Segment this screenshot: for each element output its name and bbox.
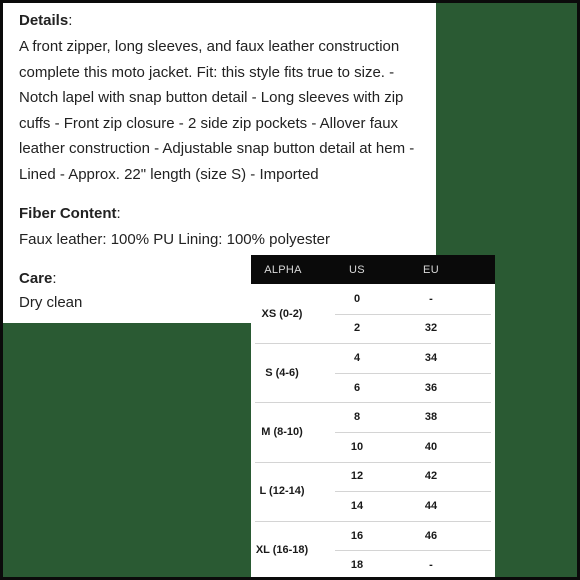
header-us: US bbox=[349, 264, 365, 276]
size-eu-cell: 44 bbox=[424, 500, 438, 512]
fiber-content-heading: Fiber Content: bbox=[19, 204, 121, 222]
size-chart-header bbox=[251, 255, 495, 284]
size-us-cell: 6 bbox=[353, 381, 361, 394]
row-divider bbox=[335, 491, 491, 492]
care-text: Dry clean bbox=[19, 294, 83, 312]
size-alpha-cell: XS (0-2) bbox=[261, 307, 303, 320]
care-heading: Care: bbox=[19, 270, 57, 288]
details-text: A front zipper, long sleeves, and faux leather construction complete this moto jacket. Fit: this style fits true to size. - Notch lapel with snap button detail - Long sleeves with zip cuffs - Front zip closure - 2 side zip pockets - Allover faux leather construction - Adjustable snap button detail at hem - Lined - Approx. 22" length (size S) - Imported bbox=[19, 38, 415, 183]
size-eu-cell: 32 bbox=[424, 322, 438, 335]
size-us-cell: 14 bbox=[350, 500, 364, 512]
group-divider bbox=[255, 343, 491, 344]
size-eu-cell: - bbox=[429, 559, 433, 572]
size-alpha-cell: S (4-6) bbox=[265, 366, 299, 379]
group-divider bbox=[255, 462, 491, 463]
size-eu-cell: 42 bbox=[424, 470, 438, 483]
row-divider bbox=[335, 373, 491, 374]
size-alpha-cell: XL (16-18) bbox=[255, 544, 309, 557]
group-divider bbox=[255, 402, 491, 403]
size-us-cell: 18 bbox=[350, 559, 364, 572]
size-eu-cell: 34 bbox=[424, 352, 438, 364]
details-heading-label: Details bbox=[19, 12, 69, 29]
care-heading-label: Care bbox=[19, 270, 53, 288]
row-divider bbox=[335, 432, 491, 433]
size-eu-cell: - bbox=[429, 292, 433, 305]
size-us-cell: 16 bbox=[350, 529, 364, 542]
size-us-cell: 12 bbox=[350, 470, 364, 483]
row-divider bbox=[335, 314, 491, 315]
size-us-cell: 0 bbox=[353, 292, 361, 305]
size-alpha-cell: M (8-10) bbox=[261, 426, 303, 438]
size-us-cell: 2 bbox=[353, 322, 361, 335]
fiber-content-text: Faux leather: 100% PU Lining: 100% polyester bbox=[19, 230, 331, 248]
size-us-cell: 10 bbox=[350, 440, 364, 453]
size-us-cell: 8 bbox=[353, 411, 361, 424]
size-us-cell: 4 bbox=[353, 352, 361, 364]
size-eu-cell: 40 bbox=[424, 440, 438, 453]
row-divider bbox=[335, 550, 491, 551]
header-alpha: ALPHA bbox=[264, 264, 302, 276]
size-eu-cell: 38 bbox=[424, 411, 438, 424]
fiber-content-heading-label: Fiber Content bbox=[19, 204, 117, 222]
size-eu-cell: 46 bbox=[424, 529, 438, 542]
group-divider bbox=[255, 521, 491, 522]
header-eu: EU bbox=[423, 264, 439, 276]
size-eu-cell: 36 bbox=[424, 381, 438, 394]
size-chart bbox=[251, 255, 495, 577]
details-heading: Details: bbox=[19, 12, 73, 29]
size-alpha-cell: L (12-14) bbox=[259, 485, 305, 498]
